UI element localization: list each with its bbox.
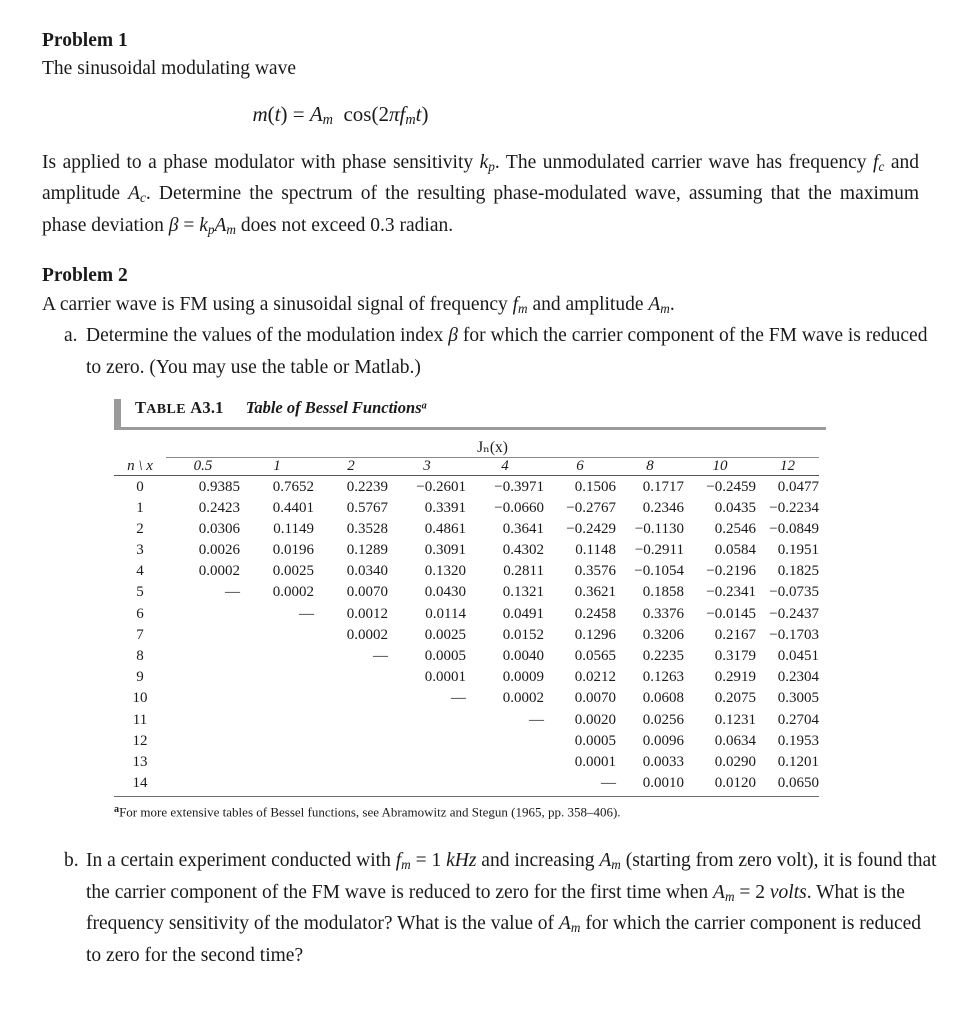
table-cell: 0.0212	[574, 669, 616, 686]
table-cell: 0.2075	[714, 690, 756, 707]
table-cell: 0.0096	[642, 732, 684, 749]
table-caption-text: Table of Bessel Functions	[245, 398, 422, 418]
problem-2-parts	[42, 320, 939, 383]
symbol-fm: f	[512, 293, 519, 315]
table-cell: 0.7652	[272, 478, 314, 495]
p1-text-4: . Determine the spectrum of the resulting phase-modulated wave, assuming that the maximum phase deviation	[42, 183, 919, 236]
symbol-Am-sub: m	[226, 221, 236, 237]
table-cell: 0.1149	[273, 520, 314, 537]
table-cell: 0.3528	[346, 520, 388, 537]
symbol-Ac: A	[128, 183, 141, 205]
spanner-spacer	[114, 438, 166, 458]
table-cell: 0.0002	[272, 584, 314, 601]
table-cell: 0.0012	[346, 605, 388, 622]
table-cell: —	[529, 711, 544, 728]
problem-1-lead: The sinusoidal modulating wave	[42, 58, 296, 80]
p1-text-5: does not exceed 0.3 radian.	[235, 214, 454, 236]
table-cell: —	[601, 775, 616, 792]
table-row	[114, 498, 819, 519]
p2-lead-post: .	[669, 293, 675, 315]
table-cell	[166, 731, 240, 752]
symbol-kp2: k	[199, 214, 208, 236]
table-cell: −0.2459	[706, 478, 756, 495]
pb-fm: f	[395, 850, 402, 872]
table-cell: 0.1289	[346, 542, 388, 559]
symbol-fc: f	[873, 151, 879, 173]
table-cell	[314, 667, 388, 688]
table-row	[114, 646, 819, 667]
table-caption-footmark: a	[421, 400, 427, 412]
table-cell: 0.0010	[642, 775, 684, 792]
table-cell: −0.2196	[706, 563, 756, 580]
table-cell: 0.0005	[424, 648, 466, 665]
table-row	[114, 625, 819, 646]
pb-t4: (starting from zero volt), it is found that the carrier component of the FM wave is reduced to zero for the first time when	[86, 850, 937, 903]
table-cell: −0.1703	[769, 626, 819, 643]
table-cell: −0.0849	[769, 520, 819, 537]
pb-Am2: A	[713, 881, 725, 903]
table-cell: −0.2767	[566, 499, 616, 516]
table-cell	[166, 773, 240, 796]
table-cell	[388, 752, 466, 773]
table-cell	[466, 731, 544, 752]
pb-t3: and increasing	[476, 850, 600, 872]
table-cell: 0.1148	[575, 542, 616, 559]
table-row	[114, 667, 819, 688]
p1-text-3: and amplitude	[42, 151, 920, 205]
table-row-index: 0	[136, 478, 144, 495]
pb-fm-sub: m	[401, 857, 411, 873]
table-cell: 0.0650	[777, 775, 819, 792]
problem-2-lead	[42, 291, 939, 318]
table-cell: 0.3206	[642, 626, 684, 643]
table-cell: −0.2429	[566, 520, 616, 537]
symbol-Am2-sub: m	[660, 300, 670, 316]
table-row-index: 13	[132, 753, 148, 770]
problem-1-heading: Problem 1	[42, 30, 128, 51]
bessel-table-block	[114, 399, 826, 821]
table-cell: 0.0020	[574, 711, 616, 728]
part-a-text-post: for which the carrier component of the FM wave is reduced to zero. (You may use the table or Matlab.)	[86, 325, 928, 378]
table-cell	[166, 709, 240, 730]
col-header-2: 2	[314, 458, 388, 476]
table-cell	[466, 752, 544, 773]
table-cell: 0.0025	[424, 626, 466, 643]
table-cell: 0.0114	[425, 605, 466, 622]
table-cell	[314, 752, 388, 773]
table-title-bar	[114, 399, 826, 430]
table-cell	[388, 773, 466, 796]
table-cell: 0.0196	[272, 542, 314, 559]
table-cell	[240, 709, 314, 730]
col-header-4: 4	[466, 458, 544, 476]
table-cell: 0.1858	[642, 584, 684, 601]
footnote-text: For more extensive tables of Bessel functions, see Abramowitz and Stegun (1965, pp. 358–406).	[119, 804, 621, 820]
symbol-beta: β	[168, 214, 179, 236]
table-cell	[314, 731, 388, 752]
table-row	[114, 773, 819, 796]
table-cell: 0.1321	[502, 584, 544, 601]
table-cell: 0.0002	[198, 563, 240, 580]
table-row-index: 10	[132, 690, 148, 707]
table-cell: 0.1231	[714, 711, 756, 728]
symbol-Am: A	[214, 214, 227, 236]
table-cell	[314, 709, 388, 730]
table-cell: 0.3621	[574, 584, 616, 601]
table-row	[114, 561, 819, 582]
part-a	[42, 320, 939, 383]
table-cell: 0.1263	[642, 669, 684, 686]
table-cell: −0.1054	[634, 563, 684, 580]
table-cell: 0.0040	[502, 648, 544, 665]
table-cell: 0.1953	[777, 732, 819, 749]
col-header-3: 3	[388, 458, 466, 476]
table-cell: 0.5767	[346, 499, 388, 516]
table-cell	[166, 667, 240, 688]
table-cell: 0.9385	[198, 478, 240, 495]
table-cell	[240, 625, 314, 646]
table-cell: 0.0584	[714, 542, 756, 559]
table-cell	[166, 604, 240, 625]
table-cell	[166, 688, 240, 709]
table-cell: 0.0002	[346, 626, 388, 643]
symbol-fc-sub: c	[878, 158, 885, 174]
table-cell: 0.0608	[642, 690, 684, 707]
table-cell: 0.0033	[642, 753, 684, 770]
table-cell: 0.0290	[714, 753, 756, 770]
table-cell	[240, 688, 314, 709]
symbol-Am2: A	[648, 293, 661, 315]
table-cell: —	[225, 584, 240, 601]
col-header-0: 0.5	[166, 458, 240, 476]
table-row	[114, 476, 819, 498]
table-cell	[240, 667, 314, 688]
p1-text-2: . The unmodulated carrier wave has frequency	[494, 151, 874, 173]
symbol-Ac-sub: c	[140, 190, 146, 206]
table-cell: —	[373, 648, 388, 665]
table-spanner-row	[114, 438, 819, 458]
table-cell	[388, 709, 466, 730]
pb-t6: . What is the frequency sensitivity of the modulator? What is the value of	[86, 881, 905, 935]
problem-2-parts-continued	[42, 845, 939, 971]
table-cell: −0.2234	[769, 499, 819, 516]
table-cell: 0.2811	[503, 563, 544, 580]
table-cell	[466, 773, 544, 796]
table-cell: 0.2919	[714, 669, 756, 686]
table-cell: 0.0025	[272, 563, 314, 580]
table-cell: 0.2423	[198, 499, 240, 516]
table-cell: −0.2601	[416, 478, 466, 495]
table-row-index: 4	[136, 563, 144, 580]
p2-lead-pre: A carrier wave is FM using a sinusoidal signal of frequency	[42, 293, 513, 315]
table-cell: 0.2704	[777, 711, 819, 728]
table-row-index: 1	[136, 499, 144, 516]
table-cell	[166, 625, 240, 646]
problem-1-equation: $m(t) = A_m$ $\cos(2\pi f_mt)$	[252, 101, 429, 128]
table-row	[114, 731, 819, 752]
table-cell: −0.1130	[634, 520, 684, 537]
symbol-kp2-sub: p	[207, 221, 215, 237]
table-cell: 0.0005	[574, 732, 616, 749]
table-cell: 0.2304	[777, 669, 819, 686]
footnote-mark: a	[114, 804, 120, 816]
table-cell: 0.0634	[714, 732, 756, 749]
table-cell: 0.0070	[574, 690, 616, 707]
table-cell: 0.0565	[574, 648, 616, 665]
table-cell: 0.1296	[574, 626, 616, 643]
table-caption	[246, 398, 427, 417]
table-body	[114, 476, 819, 796]
table-row-index: 11	[132, 711, 148, 728]
table-cell: 0.0026	[198, 542, 240, 559]
table-row-index: 6	[136, 605, 144, 622]
pb-Am3: A	[558, 913, 571, 935]
table-cell: 0.1201	[777, 753, 819, 770]
table-row	[114, 752, 819, 773]
table-cell: −0.3971	[494, 478, 544, 495]
table-row	[114, 540, 819, 561]
table-cell: 0.0491	[502, 605, 544, 622]
p2-lead-mid: and amplitude	[527, 293, 649, 315]
table-cell: 0.2346	[642, 499, 684, 516]
problem-2-heading: Problem 2	[42, 265, 128, 287]
table-cell: 0.2458	[574, 605, 616, 622]
table-row	[114, 582, 819, 603]
p1-text-1: Is applied to a phase modulator with phase sensitivity	[42, 151, 480, 173]
pb-t1: In a certain experiment conducted with	[86, 850, 396, 872]
table-cell: 0.0435	[714, 499, 756, 516]
table-cell: 0.0009	[502, 669, 544, 686]
table-cell: 0.3641	[502, 520, 544, 537]
table-cell: 0.0430	[424, 584, 466, 601]
table-label-first: T	[135, 398, 147, 418]
table-cell: 0.0070	[346, 584, 388, 601]
pb-t2: = 1	[410, 850, 447, 872]
table-cell	[166, 752, 240, 773]
pb-t5: = 2	[734, 881, 770, 903]
table-cell: 0.3091	[424, 542, 466, 559]
table-cell	[240, 731, 314, 752]
table-cell	[166, 646, 240, 667]
table-label	[135, 398, 224, 417]
table-cell: 0.3576	[574, 563, 616, 580]
col-header-1: 1	[240, 458, 314, 476]
part-b	[42, 845, 939, 971]
table-cell: −0.0735	[769, 584, 819, 601]
table-row-index: 9	[136, 669, 144, 686]
table-cell: 0.0002	[502, 690, 544, 707]
table-cell: 0.2546	[714, 520, 756, 537]
part-a-text-pre: Determine the values of the modulation index	[86, 325, 449, 347]
table-cell: 0.1506	[574, 478, 616, 495]
table-cell: 0.4302	[502, 542, 544, 559]
table-row	[114, 709, 819, 730]
table-cell: 0.2167	[714, 626, 756, 643]
table-cell: 0.0256	[642, 711, 684, 728]
bessel-functions-table	[114, 438, 819, 796]
part-b-marker: b.	[64, 850, 79, 872]
problem-2-section	[42, 263, 939, 383]
table-cell: 0.3179	[714, 648, 756, 665]
table-corner-header: n \ x	[114, 458, 166, 476]
pb-Am3-sub: m	[570, 920, 581, 936]
col-header-5: 6	[544, 458, 616, 476]
table-label-caps: ABLE	[146, 402, 186, 418]
symbol-kp-sub: p	[488, 158, 495, 174]
table-bottom-rule	[114, 796, 819, 797]
table-row-index: 14	[132, 775, 148, 792]
pb-t7: for which the carrier component is reduced to zero for the second time?	[86, 913, 922, 967]
table-cell	[314, 688, 388, 709]
table-row-index: 7	[136, 626, 144, 643]
table-cell: 0.1320	[424, 563, 466, 580]
table-row-index: 3	[136, 542, 144, 559]
table-cell: −0.0145	[706, 605, 756, 622]
table-cell: 0.0120	[714, 775, 756, 792]
symbol-fm-sub: m	[518, 300, 528, 316]
table-cell: −0.2437	[769, 605, 819, 622]
pb-Am2-sub: m	[724, 888, 735, 904]
problem-2-part-b-block	[42, 845, 939, 971]
table-cell: 0.4861	[424, 520, 466, 537]
table-number: A3.1	[190, 398, 224, 418]
table-row-index: 12	[132, 732, 148, 749]
part-a-marker: a.	[64, 325, 78, 347]
table-cell: 0.0451	[777, 648, 819, 665]
table-row-index: 5	[136, 584, 144, 601]
table-cell: 0.3391	[424, 499, 466, 516]
pb-volts: volts	[769, 881, 807, 903]
table-spanner-label: Jₙ(x)	[166, 438, 819, 458]
problem-1-section	[42, 28, 939, 241]
table-row	[114, 688, 819, 709]
part-a-beta: β	[448, 325, 458, 347]
pb-Am1: A	[599, 850, 612, 872]
table-cell: 0.4401	[272, 499, 314, 516]
table-cell: 0.0152	[502, 626, 544, 643]
table-cell	[314, 773, 388, 796]
table-footnote	[114, 803, 826, 821]
pb-Am1-sub: m	[611, 857, 621, 873]
col-header-6: 8	[616, 458, 684, 476]
table-cell: —	[299, 605, 314, 622]
part-b-text	[86, 850, 937, 966]
table-row-index: 8	[136, 648, 144, 665]
table-cell	[240, 646, 314, 667]
table-row-index: 2	[136, 520, 144, 537]
table-title	[135, 398, 427, 417]
table-cell: 0.0477	[777, 478, 819, 495]
table-cell: 0.2235	[642, 648, 684, 665]
table-cell	[240, 773, 314, 796]
table-cell: −0.0660	[494, 499, 544, 516]
col-header-8: 12	[756, 458, 819, 476]
symbol-kp: k	[479, 151, 489, 173]
table-cell: 0.1717	[642, 478, 684, 495]
table-cell: —	[451, 690, 466, 707]
problem-1-body	[42, 147, 939, 242]
col-header-7: 10	[684, 458, 756, 476]
p1-equals: =	[178, 214, 200, 236]
table-cell: 0.1951	[777, 542, 819, 559]
table-cell	[240, 752, 314, 773]
table-cell: 0.1825	[777, 563, 819, 580]
table-row	[114, 519, 819, 540]
table-cell	[388, 731, 466, 752]
table-cell: 0.0340	[346, 563, 388, 580]
table-cell: −0.2911	[634, 542, 684, 559]
table-cell: 0.0001	[424, 669, 466, 686]
table-cell: 0.0306	[198, 520, 240, 537]
table-cell: 0.3376	[642, 605, 684, 622]
pb-khz: kHz	[446, 850, 477, 872]
table-cell: −0.2341	[706, 584, 756, 601]
table-row	[114, 604, 819, 625]
table-cell: 0.3005	[777, 690, 819, 707]
table-cell: 0.0001	[574, 753, 616, 770]
table-header-row	[114, 458, 819, 476]
table-cell: 0.2239	[346, 478, 388, 495]
